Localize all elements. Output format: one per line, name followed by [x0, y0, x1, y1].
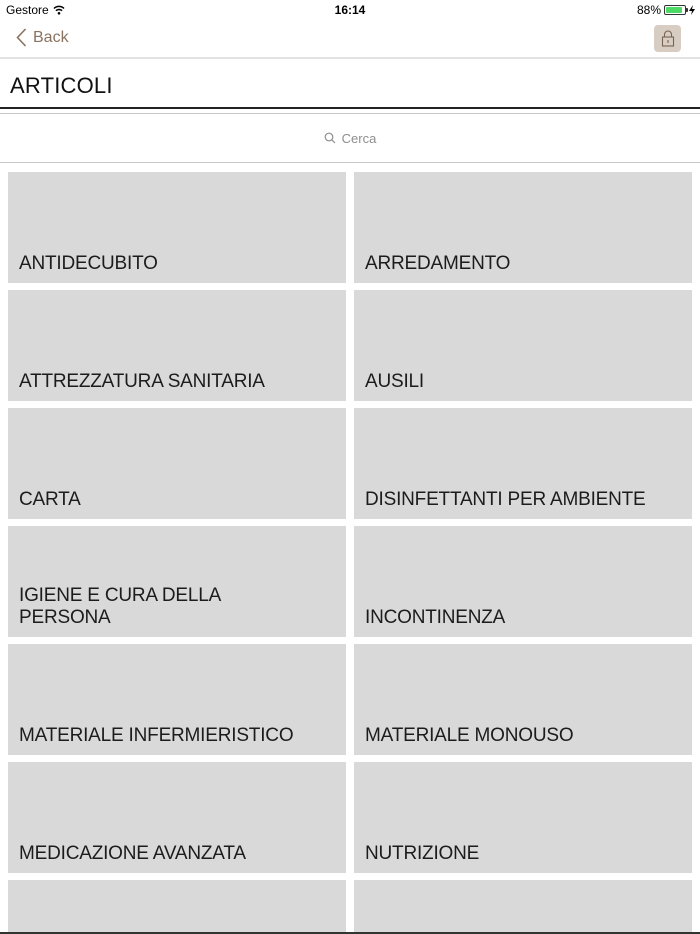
category-label: ARREDAMENTO: [365, 253, 511, 274]
category-tile-partial[interactable]: [354, 880, 692, 934]
category-tile-incontinenza[interactable]: [354, 526, 692, 637]
category-tile-medicazione-avanzata[interactable]: [8, 762, 346, 873]
battery-icon: [664, 5, 686, 15]
category-label: MEDICAZIONE AVANZATA: [19, 843, 246, 864]
category-tile-materiale-infermieristico[interactable]: [8, 644, 346, 755]
category-tile-partial[interactable]: [8, 880, 346, 934]
category-tile-materiale-monouso[interactable]: [354, 644, 692, 755]
clock: 16:14: [334, 3, 366, 17]
back-button[interactable]: [16, 28, 69, 47]
page-title: ARTICOLI: [10, 73, 113, 98]
category-tile-disinfettanti-per-ambiente[interactable]: [354, 408, 692, 519]
search-input[interactable]: [0, 113, 700, 163]
page-header: [0, 61, 700, 109]
category-tile-antidecubito[interactable]: [8, 172, 346, 283]
battery-percent: 88%: [636, 3, 661, 17]
lock-icon: [661, 30, 675, 47]
chevron-left-icon: [16, 28, 27, 47]
category-tile-ausili[interactable]: [354, 290, 692, 401]
back-label: Back: [33, 28, 69, 46]
category-label: MATERIALE MONOUSO: [365, 725, 574, 746]
category-label: CARTA: [19, 489, 81, 510]
category-label: ATTREZZATURA SANITARIA: [19, 371, 265, 392]
search-placeholder: Cerca: [341, 130, 377, 146]
category-label: DISINFETTANTI PER AMBIENTE: [365, 489, 646, 510]
category-label: ANTIDECUBITO: [19, 253, 158, 274]
category-label: NUTRIZIONE: [365, 843, 480, 864]
category-label: MATERIALE INFERMIERISTICO: [19, 725, 294, 746]
category-label: AUSILI: [365, 371, 424, 392]
category-tile-arredamento[interactable]: [354, 172, 692, 283]
navigation-bar: [0, 20, 700, 59]
category-tile-carta[interactable]: [8, 408, 346, 519]
carrier-name: Gestore: [6, 3, 49, 17]
lock-button[interactable]: [654, 25, 681, 52]
category-tile-nutrizione[interactable]: [354, 762, 692, 873]
category-grid: [8, 172, 692, 934]
search-icon: [324, 132, 336, 144]
category-label: INCONTINENZA: [365, 607, 506, 628]
category-tile-attrezzatura-sanitaria[interactable]: [8, 290, 346, 401]
category-tile-igiene-e-cura-della-persona[interactable]: [8, 526, 346, 637]
battery-status: [637, 3, 695, 17]
charging-bolt-icon: [689, 5, 695, 15]
category-label: IGIENE E CURA DELLA PERSONA: [19, 585, 221, 628]
status-bar: [0, 0, 700, 20]
